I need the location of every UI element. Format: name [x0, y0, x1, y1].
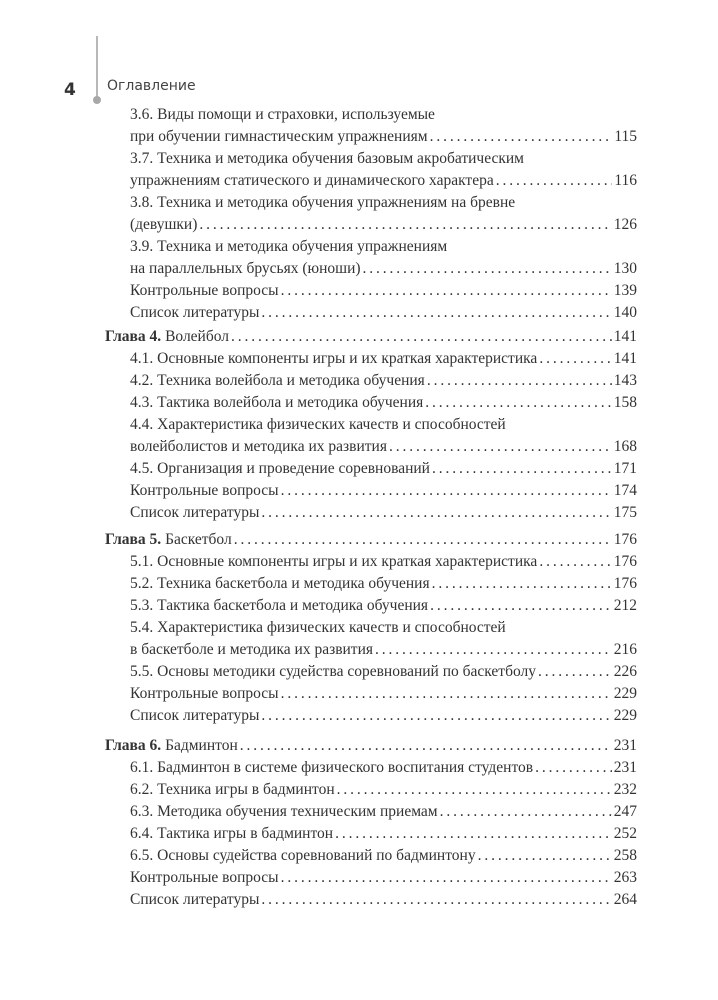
toc-title — [105, 326, 229, 348]
toc-entry[interactable] — [105, 757, 637, 779]
dot-leader — [281, 683, 612, 705]
toc-title — [105, 735, 238, 757]
toc-chapter[interactable] — [105, 529, 637, 551]
toc-entry[interactable] — [105, 280, 637, 302]
toc-entry[interactable] — [105, 867, 637, 889]
toc-title-line: 6.2. Техника игры в бадминтон — [130, 781, 335, 798]
toc-title-line: упражнениям статического и динамического характера — [130, 172, 494, 189]
dot-leader — [281, 480, 612, 502]
dot-leader — [261, 889, 611, 911]
dot-leader — [363, 258, 612, 280]
toc-title-line: 4.1. Основные компоненты игры и их краткая характеристика — [130, 350, 538, 367]
toc-page-number: 216 — [613, 641, 637, 658]
toc-title-line: 6.4. Тактика игры в бадминтон — [130, 825, 334, 842]
toc-page-number: 174 — [613, 482, 637, 499]
toc-page-number: 258 — [613, 847, 637, 864]
toc-page-number: 263 — [613, 869, 637, 886]
dot-leader — [440, 801, 612, 823]
chapter-label: Глава 5. — [105, 531, 162, 548]
toc-entry[interactable] — [105, 683, 637, 705]
dot-leader — [199, 214, 611, 236]
dot-leader — [427, 370, 612, 392]
toc-title — [105, 529, 232, 551]
toc-title-line: 5.5. Основы методики судейства соревнований по баскетболу — [130, 663, 536, 680]
dot-leader — [337, 779, 612, 801]
toc-title-line: 6.5. Основы судейства соревнований по бадминтону — [130, 847, 476, 864]
toc-page-number: 168 — [613, 438, 637, 455]
toc-page-number: 140 — [613, 304, 637, 321]
toc-page-number: 212 — [613, 597, 637, 614]
toc-entry[interactable] — [105, 779, 637, 801]
toc-title-line: 4.4. Характеристика физических качеств и способностей — [130, 416, 506, 433]
header-divider-dot — [93, 96, 101, 104]
dot-leader — [231, 326, 612, 348]
toc-entry[interactable] — [105, 370, 637, 392]
toc-entry[interactable] — [105, 705, 637, 727]
dot-leader — [335, 823, 612, 845]
toc-title-line: Контрольные вопросы — [130, 282, 279, 299]
toc-entry[interactable] — [105, 889, 637, 911]
toc-title-line: 4.2. Техника волейбола и методика обучения — [130, 372, 425, 389]
toc-title-line: 6.3. Методика обучения техническим приемам — [130, 803, 438, 820]
toc-title-line: на параллельных брусьях (юноши) — [130, 260, 361, 277]
toc-title-line: в баскетболе и методика их развития — [130, 641, 374, 658]
toc-page-number: 141 — [613, 350, 637, 367]
toc-page-number: 141 — [613, 328, 637, 345]
toc-page-number: 231 — [613, 759, 637, 776]
toc-title-line: 4.5. Организация и проведение соревнований — [130, 460, 430, 477]
chapter-label: Глава 6. — [105, 737, 162, 754]
toc-title-line: Список литературы — [130, 304, 260, 321]
toc-title-line: 5.4. Характеристика физических качеств и способностей — [130, 619, 506, 636]
toc-page-number: 116 — [614, 172, 637, 189]
toc-entry[interactable] — [105, 551, 637, 573]
dot-leader — [281, 280, 612, 302]
toc-title-line: 4.3. Тактика волейбола и методика обучения — [130, 394, 424, 411]
dot-leader — [281, 867, 612, 889]
page-number: 4 — [64, 80, 76, 100]
toc-entry[interactable] — [105, 595, 637, 617]
toc-page-number: 115 — [614, 128, 637, 145]
dot-leader — [432, 458, 612, 480]
dot-leader — [432, 573, 612, 595]
toc-entry[interactable] — [105, 845, 637, 867]
dot-leader — [535, 757, 612, 779]
dot-leader — [375, 639, 612, 661]
toc-title-line: 3.7. Техника и методика обучения базовым акробатическим — [130, 150, 524, 167]
toc-title-line: волейболистов и методика их развития — [130, 438, 387, 455]
toc-entry[interactable] — [105, 104, 637, 148]
dot-leader — [539, 551, 611, 573]
toc-title-line: при обучении гимнастическим упражнениям — [130, 128, 428, 145]
dot-leader — [261, 502, 611, 524]
dot-leader — [430, 126, 613, 148]
toc-page-number: 252 — [613, 825, 637, 842]
toc-title-line: Контрольные вопросы — [130, 869, 279, 886]
dot-leader — [538, 661, 612, 683]
toc-title-line: Контрольные вопросы — [130, 482, 279, 499]
chapter-title: Баскетбол — [165, 531, 232, 548]
toc-title-line: 3.6. Виды помощи и страховки, используемые — [130, 106, 435, 123]
toc-entry[interactable] — [105, 801, 637, 823]
toc-page-number: 126 — [613, 216, 637, 233]
toc-title-line: Контрольные вопросы — [130, 685, 279, 702]
dot-leader — [234, 529, 612, 551]
section-title: Оглавление — [107, 78, 196, 94]
toc-page-number: 232 — [613, 781, 637, 798]
dot-leader — [430, 595, 612, 617]
dot-leader — [261, 302, 611, 324]
toc-entry[interactable] — [105, 414, 637, 458]
chapter-title: Волейбол — [165, 328, 230, 345]
toc-entry[interactable] — [105, 348, 637, 370]
toc-page-number: 264 — [613, 891, 637, 908]
table-of-contents — [105, 104, 637, 911]
toc-page-number: 143 — [613, 372, 637, 389]
dot-leader — [425, 392, 611, 414]
toc-title-line: 3.8. Техника и методика обучения упражнениям на бревне — [130, 194, 516, 211]
toc-page-number: 171 — [613, 460, 637, 477]
toc-entry[interactable] — [105, 148, 637, 192]
dot-leader — [389, 436, 612, 458]
toc-page-number: 247 — [613, 803, 637, 820]
toc-title-line: Список литературы — [130, 504, 260, 521]
toc-page-number: 226 — [613, 663, 637, 680]
toc-title-line: Список литературы — [130, 707, 260, 724]
toc-entry[interactable] — [105, 236, 637, 280]
toc-title-line: 5.1. Основные компоненты игры и их краткая характеристика — [130, 553, 538, 570]
toc-chapter[interactable] — [105, 735, 637, 757]
toc-entry[interactable] — [105, 502, 637, 524]
toc-entry[interactable] — [105, 458, 637, 480]
toc-title-line: Список литературы — [130, 891, 260, 908]
toc-chapter[interactable] — [105, 326, 637, 348]
toc-entry[interactable] — [105, 392, 637, 414]
dot-leader — [496, 170, 613, 192]
toc-page-number: 176 — [613, 531, 637, 548]
toc-title-line: 5.3. Тактика баскетбола и методика обучения — [130, 597, 429, 614]
toc-entry[interactable] — [105, 573, 637, 595]
toc-page-number: 175 — [613, 504, 637, 521]
dot-leader — [261, 705, 611, 727]
toc-entry[interactable] — [105, 661, 637, 683]
toc-entry[interactable] — [105, 192, 637, 236]
toc-page-number: 229 — [613, 685, 637, 702]
toc-page-number: 130 — [613, 260, 637, 277]
header-divider-line — [96, 36, 98, 98]
toc-entry[interactable] — [105, 617, 637, 661]
toc-title-line: (девушки) — [130, 216, 198, 233]
toc-page-number: 139 — [613, 282, 637, 299]
dot-leader — [240, 735, 612, 757]
toc-entry[interactable] — [105, 823, 637, 845]
toc-title-line: 6.1. Бадминтон в системе физического воспитания студентов — [130, 759, 534, 776]
toc-page-number: 176 — [613, 575, 637, 592]
toc-entry[interactable] — [105, 480, 637, 502]
toc-page-number: 229 — [613, 707, 637, 724]
dot-leader — [478, 845, 612, 867]
toc-title-line: 3.9. Техника и методика обучения упражнениям — [130, 238, 448, 255]
chapter-label: Глава 4. — [105, 328, 162, 345]
toc-page-number: 158 — [613, 394, 637, 411]
dot-leader — [539, 348, 611, 370]
toc-title-line: 5.2. Техника баскетбола и методика обучения — [130, 575, 430, 592]
toc-page-number: 176 — [613, 553, 637, 570]
toc-page-number: 231 — [613, 737, 637, 754]
toc-entry[interactable] — [105, 302, 637, 324]
chapter-title: Бадминтон — [165, 737, 238, 754]
